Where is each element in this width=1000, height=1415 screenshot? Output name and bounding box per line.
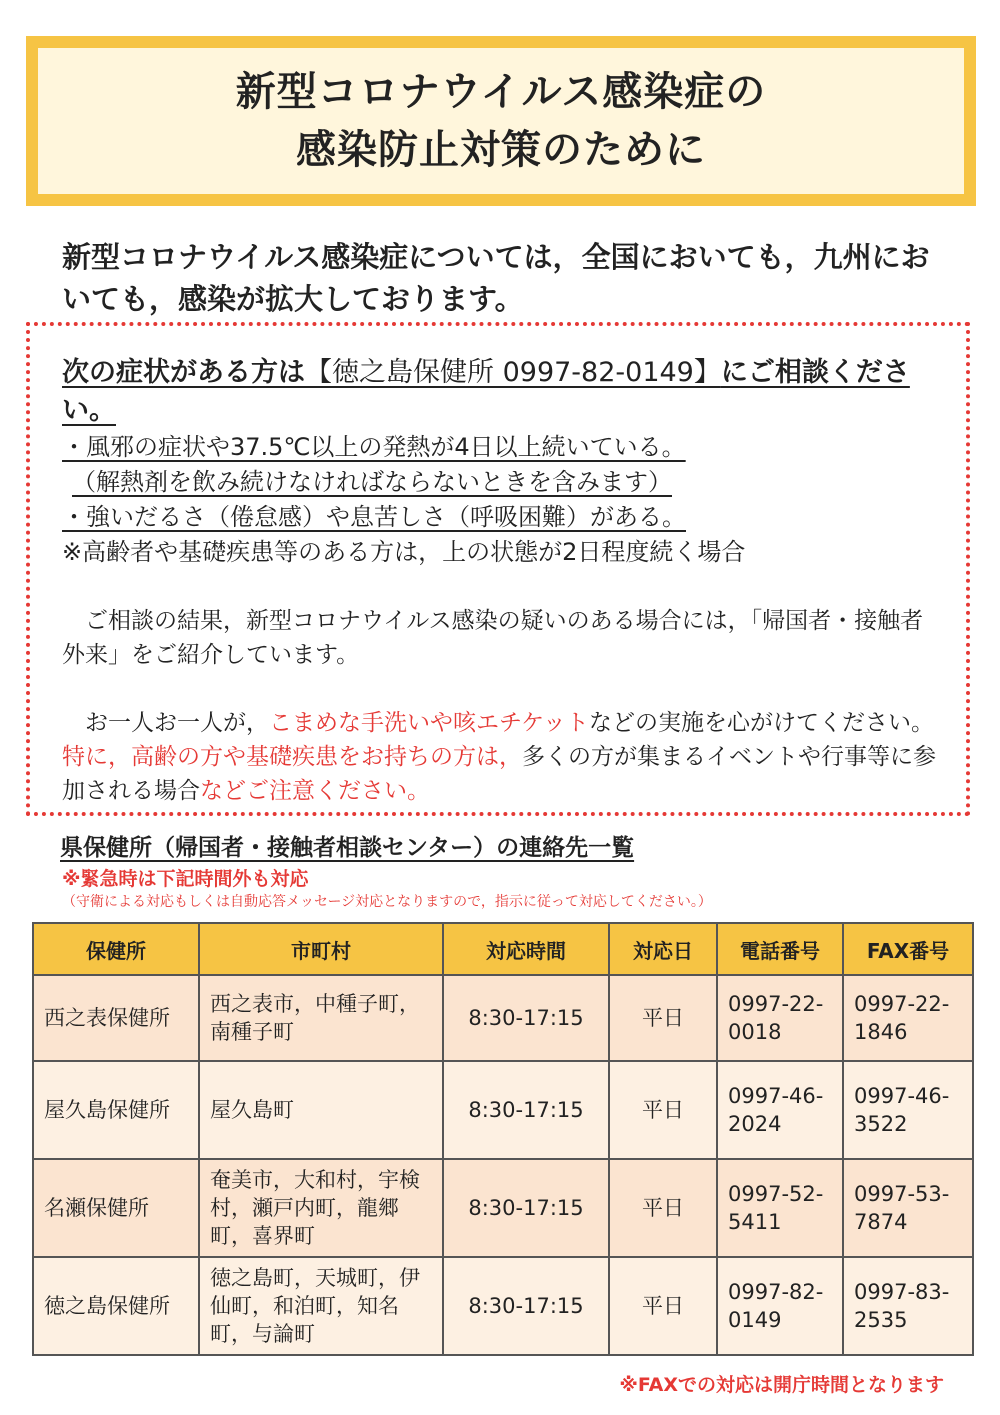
col-office: 保健所 <box>33 923 199 975</box>
col-days: 対応日 <box>609 923 717 975</box>
fax-cell: 0997-46-3522 <box>843 1061 973 1159</box>
heading-office: 【徳之島保健所 0997-82-0149】 <box>305 357 721 388</box>
consultation-result-paragraph: ご相談の結果，新型コロナウイルス感染の疑いのある場合には，「帰国者・接触者外来」をご紹介しています。 <box>62 608 924 668</box>
phone-cell: 0997-82-0149 <box>717 1257 843 1355</box>
phone-cell: 0997-52-5411 <box>717 1159 843 1257</box>
title-line-2: 感染防止対策のために <box>296 127 706 173</box>
symptom-2: ・強いだるさ（倦怠感）や息苦しさ（呼吸困難）がある。 <box>62 503 686 531</box>
municipalities-cell: 徳之島町，天城町，伊仙町，和泊町，知名町，与論町 <box>199 1257 443 1355</box>
para2-d: 特に，高齢の方や基礎疾患をお持ちの方は， <box>62 744 522 770</box>
days-cell: 平日 <box>609 1257 717 1355</box>
symptom-1: ・風邪の症状や37.5℃以上の発熱が4日以上続いている。 <box>62 433 686 461</box>
notice-heading <box>62 354 936 430</box>
days-cell: 平日 <box>609 1159 717 1257</box>
phone-cell: 0997-46-2024 <box>717 1061 843 1159</box>
days-cell: 平日 <box>609 975 717 1061</box>
lead-text: 新型コロナウイルス感染症については，全国においても，九州においても，感染が拡大しております。 <box>62 240 930 316</box>
office-cell: 名瀬保健所 <box>33 1159 199 1257</box>
table-row <box>33 1159 973 1257</box>
hours-cell: 8:30-17:15 <box>443 1257 609 1355</box>
table-header-row <box>33 923 973 975</box>
heading-prefix: 次の症状がある方は <box>62 357 305 388</box>
contacts-heading: 県保健所（帰国者・接触者相談センター）の連絡先一覧 <box>60 835 635 861</box>
phone-cell: 0997-22-0018 <box>717 975 843 1061</box>
contacts-table <box>32 922 974 1356</box>
col-fax: FAX番号 <box>843 923 973 975</box>
para2-e: 多くの方が集まるイベントや行事等に参加される場合 <box>62 744 936 804</box>
guard-note: （守衛による対応もしくは自動応答メッセージ対応となりますので，指示に従って対応してください。） <box>62 894 712 910</box>
office-cell: 屋久島保健所 <box>33 1061 199 1159</box>
prevention-paragraph <box>62 706 936 808</box>
table-row <box>33 1257 973 1355</box>
hours-cell: 8:30-17:15 <box>443 1061 609 1159</box>
title-inner <box>38 48 964 194</box>
emergency-note: ※緊急時は下記時間外も対応 <box>62 868 309 890</box>
fax-cell: 0997-83-2535 <box>843 1257 973 1355</box>
fax-cell: 0997-22-1846 <box>843 975 973 1061</box>
title-line-1: 新型コロナウイルス感染症の <box>235 69 767 115</box>
consultation-notice <box>26 322 970 816</box>
days-cell: 平日 <box>609 1061 717 1159</box>
para2-c: などの実施を心がけてください。 <box>588 710 934 736</box>
para2-b: こまめな手洗いや咳エチケット <box>269 710 589 736</box>
municipalities-cell: 奄美市，大和村，宇検村，瀬戸内町，龍郷町，喜界町 <box>199 1159 443 1257</box>
table-row <box>33 975 973 1061</box>
para2-a: お一人お一人が， <box>62 710 269 736</box>
fax-cell: 0997-53-7874 <box>843 1159 973 1257</box>
hours-cell: 8:30-17:15 <box>443 975 609 1061</box>
title-banner <box>26 36 976 206</box>
table-row <box>33 1061 973 1159</box>
col-phone: 電話番号 <box>717 923 843 975</box>
fax-hours-note: ※FAXでの対応は開庁時間となります <box>619 1374 944 1396</box>
symptom-1-note: （解熱剤を飲み続けなければならないときを含みます） <box>72 468 672 496</box>
elderly-note: ※高齢者や基礎疾患等のある方は，上の状態が2日程度続く場合 <box>62 538 746 566</box>
office-cell: 西之表保健所 <box>33 975 199 1061</box>
col-municipalities: 市町村 <box>199 923 443 975</box>
office-cell: 徳之島保健所 <box>33 1257 199 1355</box>
hours-cell: 8:30-17:15 <box>443 1159 609 1257</box>
col-hours: 対応時間 <box>443 923 609 975</box>
para2-f: などご注意ください。 <box>200 778 430 804</box>
heading-suffix: にご相談ください。 <box>62 357 910 426</box>
municipalities-cell: 西之表市，中種子町，南種子町 <box>199 975 443 1061</box>
municipalities-cell: 屋久島町 <box>199 1061 443 1159</box>
